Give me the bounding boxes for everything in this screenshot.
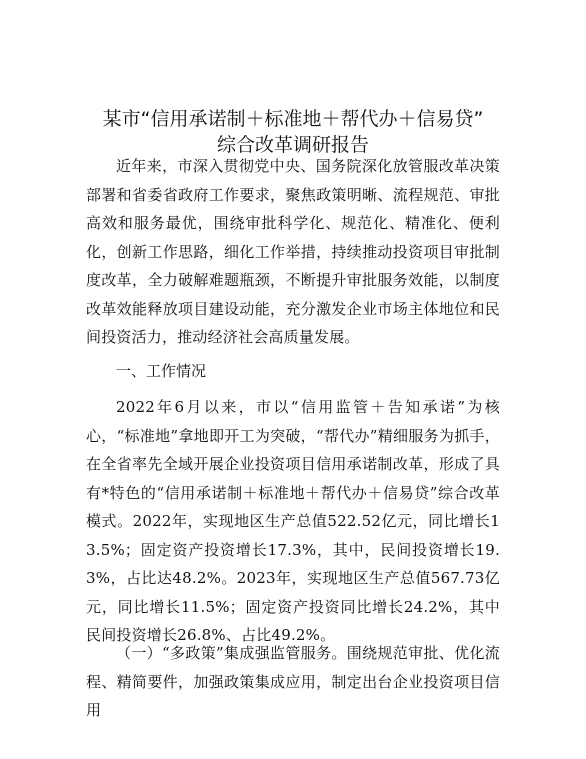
document-title-line-1: 某市“信用承诺制＋标准地＋帮代办＋信易贷” [102,108,484,130]
intro-paragraph: 近年来，市深入贯彻党中央、国务院深化放管服改革决策部署和省委省政府工作要求，聚焦政策明晰、流程规范、审批高效和服务最优，围绕审批科学化、规范化、精准化、便利化，创新工作思路，细化工作举措，持续推动投资项目审批制度改革，全力破解难题瓶颈，不断提升审批服务效能，以制度改革效能释放项目建设动能，充分激发企业市场主体地位和民间投资活力，推动经济社会高质量发展。 [86,157,500,346]
work-situation-paragraph: 2022年6月以来，市以“信用监管＋告知承诺”为核心，“标准地”拿地即开工为突破，“帮代办”精细服务为抓手，在全省率先全域开展企业投资项目信用承诺制改革，形成了具有*特色的“信用承诺制＋标准地＋帮代办＋信易贷”综合改革模式。2022年，实现地区生产总值522.52亿元，同比增长13.5%；固定资产投资增长17.3%，其中，民间投资增长19.3%，占比达48.2%。2023年，实现地区生产总值567.73亿元，同比增长11.5%；固定资产投资同比增长24.2%，其中民间投资增长26.8%、占比49.2%。 [86,398,500,644]
section-heading-work-situation: 一、工作情况 [116,362,207,380]
subsection-1-paragraph: （一）“多政策”集成强监管服务。围绕规范审批、优化流程、精简要件，加强政策集成应用，制定出台企业投资项目信用 [86,644,500,719]
document-title-line-2: 综合改革调研报告 [216,134,369,156]
